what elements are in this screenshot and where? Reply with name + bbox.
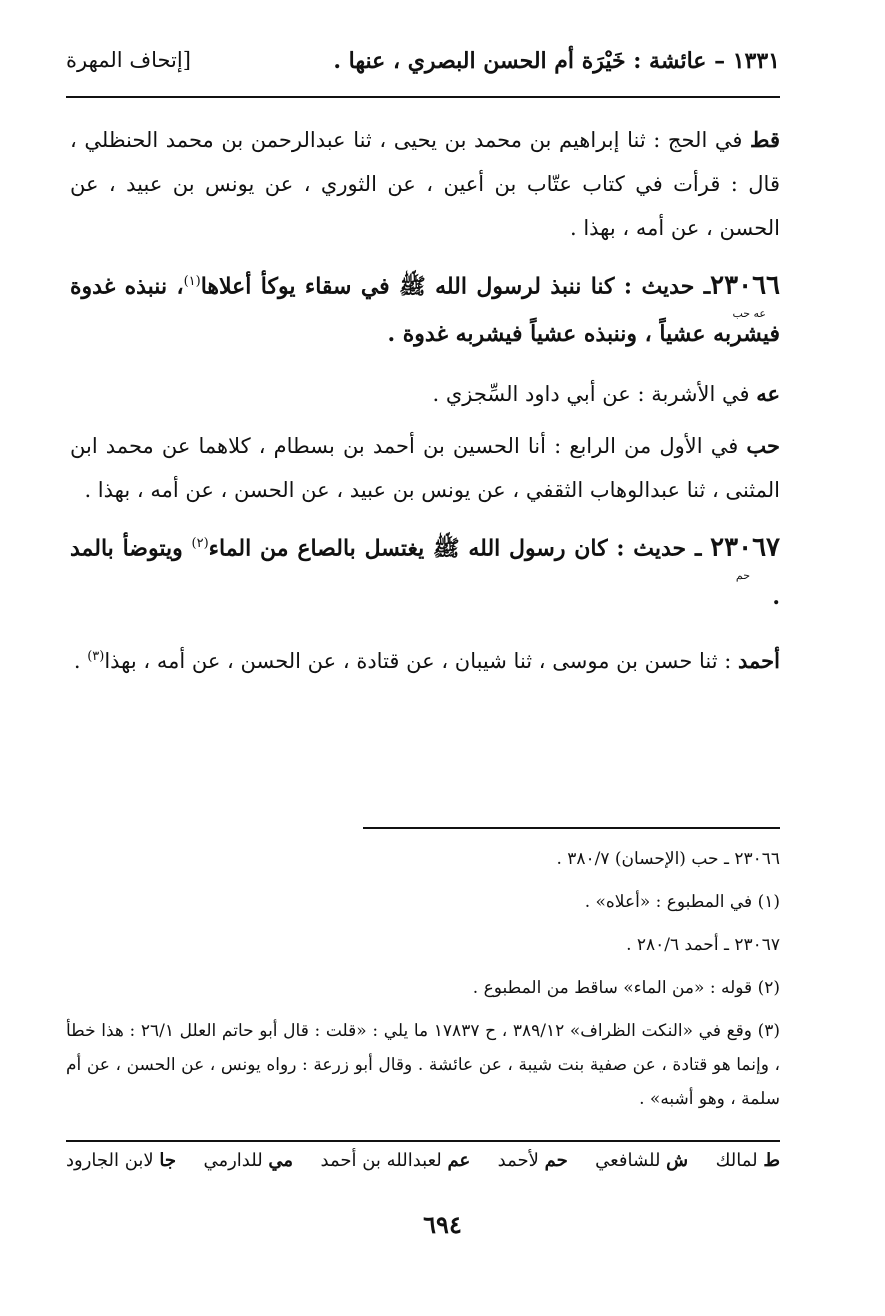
isnad-paragraph-qt: [70, 118, 780, 250]
page-number: ٦٩٤: [423, 1210, 462, 1239]
hadith-text: ـ حديث : كنا ننبذ لرسول الله ﷺ في سقاء يوكأ أعلاها: [200, 273, 711, 300]
paragraph-text: في الأشربة : عن أبي داود السِّجزي .: [432, 382, 757, 407]
legend-item: [66, 1150, 176, 1171]
legend-item: [203, 1150, 293, 1171]
legend-key: عم: [447, 1150, 471, 1171]
paragraph-text: في الحج : ثنا إبراهيم بن محمد بن يحيى ، ثنا عبدالرحمن بن محمد الحنظلي ، قال : قرأت في كتاب عتّاب بن أعين ، عن الثوري ، عن يونس بن عبيد ، عن الحسن ، عن أمه ، بهذا .: [70, 128, 780, 240]
source-code: أحمد: [738, 647, 780, 673]
legend-item: [498, 1150, 568, 1171]
hadith-text: ـ حديث : كان رسول الله ﷺ يغتسل بالصاع من الماء: [208, 535, 711, 562]
source-symbols: عه حب: [732, 307, 766, 320]
legend-desc: لأحمد: [497, 1150, 545, 1171]
hadith-number: ٢٣٠٦٦: [710, 270, 780, 301]
source-code: حب: [746, 433, 780, 459]
footnote-ref-3: (٣): [87, 648, 105, 664]
paragraph-text: في الأول من الرابع : أنا الحسين بن أحمد بن بسطام ، كلاهما عن محمد ابن المثنى ، ثنا عبدالوهاب الثقفي ، عن يونس بن عبيد ، عن الحسن ، عن أمه ، بهذا .: [70, 434, 780, 503]
footnote: ٢٣٠٦٦ ـ حب (الإحسان) ٣٨٠/٧ .: [556, 849, 780, 869]
main-text: [70, 118, 780, 691]
legend-desc: للدارمي: [203, 1150, 269, 1171]
isnad-paragraph-hb: [70, 424, 780, 512]
legend-divider: [66, 1140, 780, 1142]
hadith-23067: [70, 520, 780, 620]
source-legend: [66, 1150, 780, 1171]
legend-key: حم: [544, 1150, 568, 1171]
legend-key: مي: [268, 1150, 294, 1171]
footnote: ٢٣٠٦٧ ـ أحمد ٢٨٠/٦ .: [626, 935, 780, 955]
footnote: (٣) وقع في «النكت الظراف» ٣٨٩/١٢ ، ح ١٧٨٣٧ ما يلي : «قلت : قال أبو حاتم العلل ٢٦/١ : هذا خطأ ، وإنما هو قتادة ، عن صفية بنت شيبة ، عن عائشة . وقال أبو زرعة : رواه يونس ، عن الحسن ، عن أم سلمة ، وهو أشبه» .: [66, 1021, 781, 1109]
footnote-ref-2: (٢): [191, 536, 209, 552]
source-symbols: حم: [735, 569, 750, 583]
legend-desc: لابن الجارود: [66, 1150, 160, 1171]
legend-item: [716, 1150, 780, 1171]
running-header: [66, 40, 780, 90]
book-title: [إتحاف المهرة: [66, 48, 191, 72]
legend-key: ش: [666, 1150, 689, 1171]
footnote: (١) في المطبوع : «أعلاه» .: [584, 892, 780, 912]
footnotes: [66, 842, 780, 1118]
legend-item: [595, 1150, 688, 1171]
legend-key: جا: [159, 1150, 177, 1171]
hadith-text-cont: ، ننبذه غدوة فيشربه عشياً ، وننبذه عشياً فيشربه غدوة .: [70, 273, 780, 348]
source-code: قط: [750, 127, 780, 152]
isnad-paragraph-ahmad: [70, 635, 780, 683]
chapter-title: ١٣٣١ – عائشة : خَيْرَة أم الحسن البصري ، عنها .: [333, 48, 780, 74]
source-code: عه: [756, 381, 780, 407]
footnote-ref-1: (١): [183, 274, 201, 289]
hadith-23066: [70, 258, 780, 358]
paragraph-text: : ثنا حسن بن موسى ، ثنا شيبان ، عن قتادة ، عن الحسن ، عن أمه ، بهذا: [104, 648, 739, 673]
footnote: (٢) قوله : «من الماء» ساقط من المطبوع .: [472, 978, 780, 998]
legend-desc: لمالك: [715, 1150, 764, 1171]
hadith-text-cont: ويتوضأ بالمد .: [70, 535, 780, 610]
legend-key: ط: [763, 1150, 780, 1171]
footnote-divider: [363, 827, 780, 829]
paragraph-text-end: .: [73, 648, 88, 673]
isnad-paragraph-ah: [70, 372, 780, 416]
header-divider: [66, 96, 780, 98]
legend-desc: للشافعي: [595, 1150, 667, 1171]
hadith-number: ٢٣٠٦٧: [710, 532, 780, 563]
legend-item: [321, 1150, 471, 1171]
legend-desc: لعبدالله بن أحمد: [320, 1150, 448, 1171]
